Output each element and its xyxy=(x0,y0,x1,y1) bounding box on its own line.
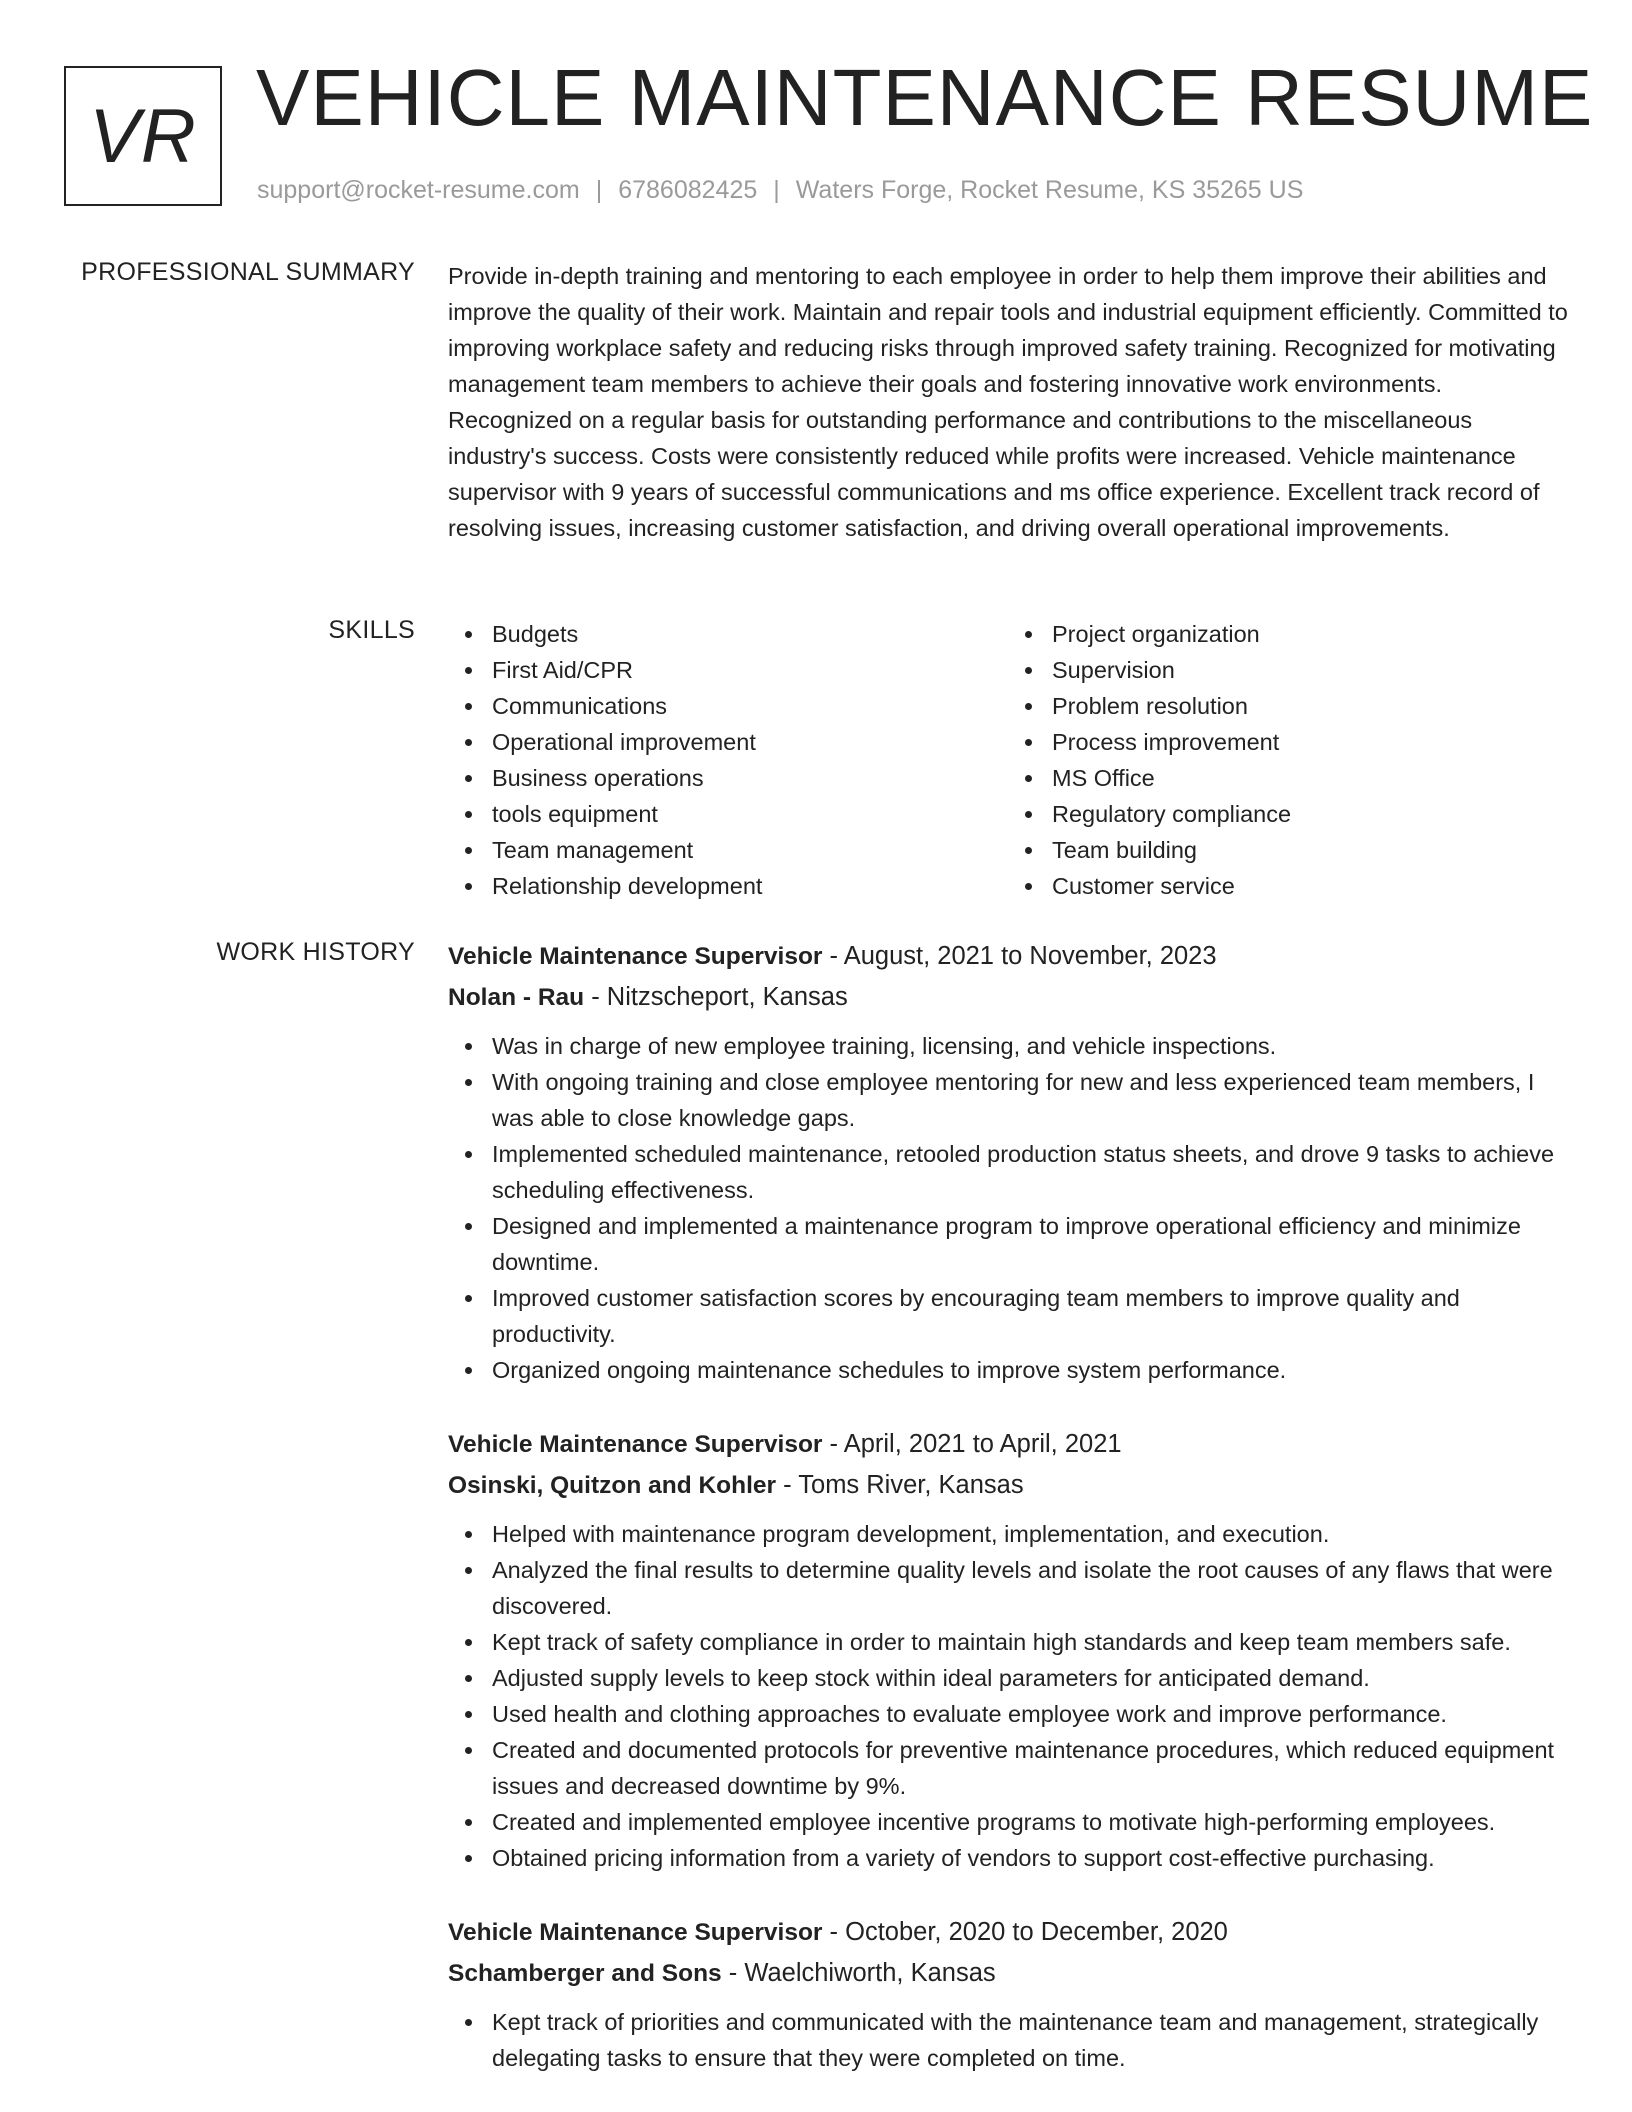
resume-title: VEHICLE MAINTENANCE RESUME xyxy=(256,53,1594,142)
summary-text: Provide in-depth training and mentoring to each employee in order to help them improve their abilities and improve the quality of their work. Maintain and repair tools and industrial equipment efficiently. Committed to improving workplace safety and reducing risks through improved safety training. Recognized for motivating management team members to achieve their goals and fostering innovative work environments. Recognized on a regular basis for outstanding performance and contributions to the miscellaneous industry's success. Costs were consistently reduced while profits were increased. Vehicle maintenance supervisor with 9 years of successful communications and ms office experience. Excellent track record of resolving issues, increasing customer satisfaction, and driving overall operational improvements. xyxy=(448,263,1568,541)
job-title: Vehicle Maintenance Supervisor xyxy=(448,943,823,970)
job-title: Vehicle Maintenance Supervisor xyxy=(448,1919,823,1946)
job-location: - Toms River, Kansas xyxy=(776,1471,1024,1499)
job-bullet: Organized ongoing maintenance schedules to improve system performance. xyxy=(492,1352,1568,1388)
skill-item: Team management xyxy=(492,832,1008,868)
skill-item: Team building xyxy=(1052,832,1568,868)
skill-item: First Aid/CPR xyxy=(492,652,1008,688)
job-bullets xyxy=(448,2004,1568,2076)
job-bullets xyxy=(448,1028,1568,1388)
job-bullet: Kept track of safety compliance in order to maintain high standards and keep team members safe. xyxy=(492,1624,1568,1660)
job-bullet: Implemented scheduled maintenance, retooled production status sheets, and drove 9 tasks to achieve scheduling effectiveness. xyxy=(492,1136,1568,1208)
job-bullet: With ongoing training and close employee mentoring for new and less experienced team members, I was able to close knowledge gaps. xyxy=(492,1064,1568,1136)
job-entry xyxy=(448,1424,1568,1876)
skill-item: Problem resolution xyxy=(1052,688,1568,724)
job-bullet: Created and implemented employee incentive programs to motivate high-performing employees. xyxy=(492,1804,1568,1840)
skill-item: Business operations xyxy=(492,760,1008,796)
job-bullet: Designed and implemented a maintenance program to improve operational efficiency and minimize downtime. xyxy=(492,1208,1568,1280)
job-bullet: Helped with maintenance program development, implementation, and execution. xyxy=(492,1516,1568,1552)
contact-address: Waters Forge, Rocket Resume, KS 35265 US xyxy=(795,176,1304,204)
job-bullet: Created and documented protocols for preventive maintenance procedures, which reduced equipment issues and decreased downtime by 9%. xyxy=(492,1732,1568,1804)
skill-item: Customer service xyxy=(1052,868,1568,904)
job-company-line xyxy=(448,977,1568,1018)
job-location: - Nitzscheport, Kansas xyxy=(584,983,848,1011)
contact-separator: | xyxy=(595,176,603,204)
job-company: Nolan - Rau xyxy=(448,984,585,1011)
job-bullet: Was in charge of new employee training, licensing, and vehicle inspections. xyxy=(492,1028,1568,1064)
job-bullet: Used health and clothing approaches to evaluate employee work and improve performance. xyxy=(492,1696,1568,1732)
skill-item: Project organization xyxy=(1052,616,1568,652)
job-bullet: Obtained pricing information from a variety of vendors to support cost-effective purchasing. xyxy=(492,1840,1568,1876)
skills-list-right xyxy=(1008,616,1568,904)
contact-phone: 6786082425 xyxy=(618,176,758,204)
job-location: - Waelchiworth, Kansas xyxy=(721,1959,996,1987)
job-title-line xyxy=(448,1912,1568,1953)
job-bullet: Improved customer satisfaction scores by encouraging team members to improve quality and productivity. xyxy=(492,1280,1568,1352)
skill-item: MS Office xyxy=(1052,760,1568,796)
skill-item: Process improvement xyxy=(1052,724,1568,760)
job-bullet: Kept track of priorities and communicated with the maintenance team and management, strategically delegating tasks to ensure that they were completed on time. xyxy=(492,2004,1568,2076)
job-bullet: Analyzed the final results to determine quality levels and isolate the root causes of any flaws that were discovered. xyxy=(492,1552,1568,1624)
job-entry xyxy=(448,936,1568,1388)
job-entry xyxy=(448,1912,1568,2076)
contact-line xyxy=(257,176,1303,205)
job-dates: - August, 2021 to November, 2023 xyxy=(822,942,1217,970)
skill-item: Operational improvement xyxy=(492,724,1008,760)
job-bullet: Adjusted supply levels to keep stock within ideal parameters for anticipated demand. xyxy=(492,1660,1568,1696)
job-dates: - April, 2021 to April, 2021 xyxy=(822,1430,1122,1458)
contact-email: support@rocket-resume.com xyxy=(257,176,580,204)
monogram-initials: VR xyxy=(89,93,197,179)
skill-item: Regulatory compliance xyxy=(1052,796,1568,832)
skill-item: Supervision xyxy=(1052,652,1568,688)
job-title-line xyxy=(448,1424,1568,1465)
job-dates: - October, 2020 to December, 2020 xyxy=(822,1918,1228,1946)
job-company: Osinski, Quitzon and Kohler xyxy=(448,1472,777,1499)
job-title-line xyxy=(448,936,1568,977)
skill-item: tools equipment xyxy=(492,796,1008,832)
skill-item: Relationship development xyxy=(492,868,1008,904)
job-company: Schamberger and Sons xyxy=(448,1960,722,1987)
job-company-line xyxy=(448,1465,1568,1506)
job-bullets xyxy=(448,1516,1568,1876)
summary-heading: PROFESSIONAL SUMMARY xyxy=(81,258,415,286)
skills-heading: SKILLS xyxy=(328,616,415,644)
skill-item: Budgets xyxy=(492,616,1008,652)
monogram-badge xyxy=(64,66,222,206)
skills-list-left xyxy=(448,616,1008,904)
contact-separator: | xyxy=(773,176,780,204)
job-title: Vehicle Maintenance Supervisor xyxy=(448,1431,823,1458)
job-company-line xyxy=(448,1953,1568,1994)
skill-item: Communications xyxy=(492,688,1008,724)
work-history-heading: WORK HISTORY xyxy=(216,938,415,966)
